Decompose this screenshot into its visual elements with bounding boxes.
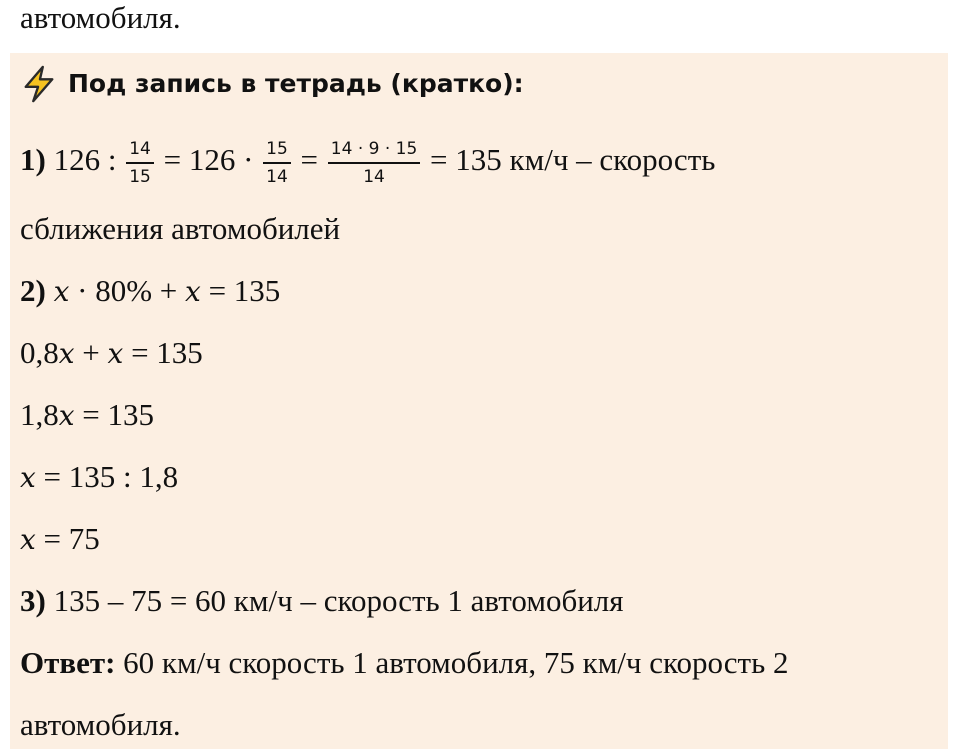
step1-text-c: =	[300, 142, 319, 178]
fraction-15-14	[263, 138, 291, 188]
step2-line1	[20, 273, 280, 310]
step2-l2-b: +	[82, 335, 100, 370]
lightning-icon	[20, 65, 58, 103]
variable-x: x	[185, 275, 201, 308]
fraction-denominator: 15	[129, 167, 151, 187]
variable-x: x	[107, 337, 124, 370]
step3-label: 3)	[20, 583, 46, 618]
step2-l2-a: 0,8	[20, 335, 59, 370]
fraction-denominator: 14	[266, 167, 288, 187]
heading-text: Под запись в тетрадь (кратко):	[68, 69, 524, 98]
step2-l1-b: = 135	[208, 273, 281, 308]
fraction-numerator: 14 · 9 · 15	[328, 138, 421, 164]
step1-line	[20, 138, 715, 188]
step1-label: 1)	[20, 142, 46, 178]
step2-l5-b: = 75	[43, 521, 100, 556]
step2-l1-a: · 80% +	[77, 273, 178, 308]
fraction-numerator: 14	[126, 138, 154, 164]
step1-text-a: 126 :	[53, 142, 117, 178]
fraction-14-15	[126, 138, 154, 188]
step3-line	[20, 583, 624, 619]
step2-l3-b: = 135	[82, 397, 155, 432]
step2-l4-b: = 135 : 1,8	[43, 459, 179, 494]
fraction-denominator: 14	[363, 167, 385, 187]
variable-x: x	[58, 337, 75, 370]
step2-line4	[20, 459, 178, 496]
step2-l2-c: = 135	[131, 335, 203, 370]
variable-x: x	[20, 461, 36, 494]
variable-x: x	[20, 523, 36, 556]
step3-text: 135 – 75 = 60 км/ч – скорость 1 автомобиля	[53, 583, 624, 618]
answer-line	[20, 645, 788, 681]
answer-label: Ответ:	[20, 645, 116, 680]
step1-continuation: сближения автомобилей	[20, 211, 341, 246]
fraction-product	[328, 138, 421, 188]
answer-continuation: автомобиля.	[20, 707, 181, 742]
step2-line2	[20, 335, 203, 372]
step2-line5	[20, 521, 100, 558]
variable-x: x	[58, 399, 75, 432]
step2-l3-a: 1,8	[20, 397, 59, 432]
previous-text-fragment: автомобиля.	[20, 0, 181, 35]
step1-text-d: = 135 км/ч – скорость	[430, 142, 716, 178]
step2-label: 2)	[20, 273, 46, 308]
notebook-note-box	[10, 53, 948, 749]
answer-text: 60 км/ч скорость 1 автомобиля, 75 км/ч скорость 2	[123, 645, 789, 680]
step1-text-b: = 126 ·	[163, 142, 254, 178]
variable-x: x	[53, 275, 70, 308]
step2-line3	[20, 397, 154, 434]
fraction-numerator: 15	[263, 138, 291, 164]
note-heading	[20, 65, 524, 103]
